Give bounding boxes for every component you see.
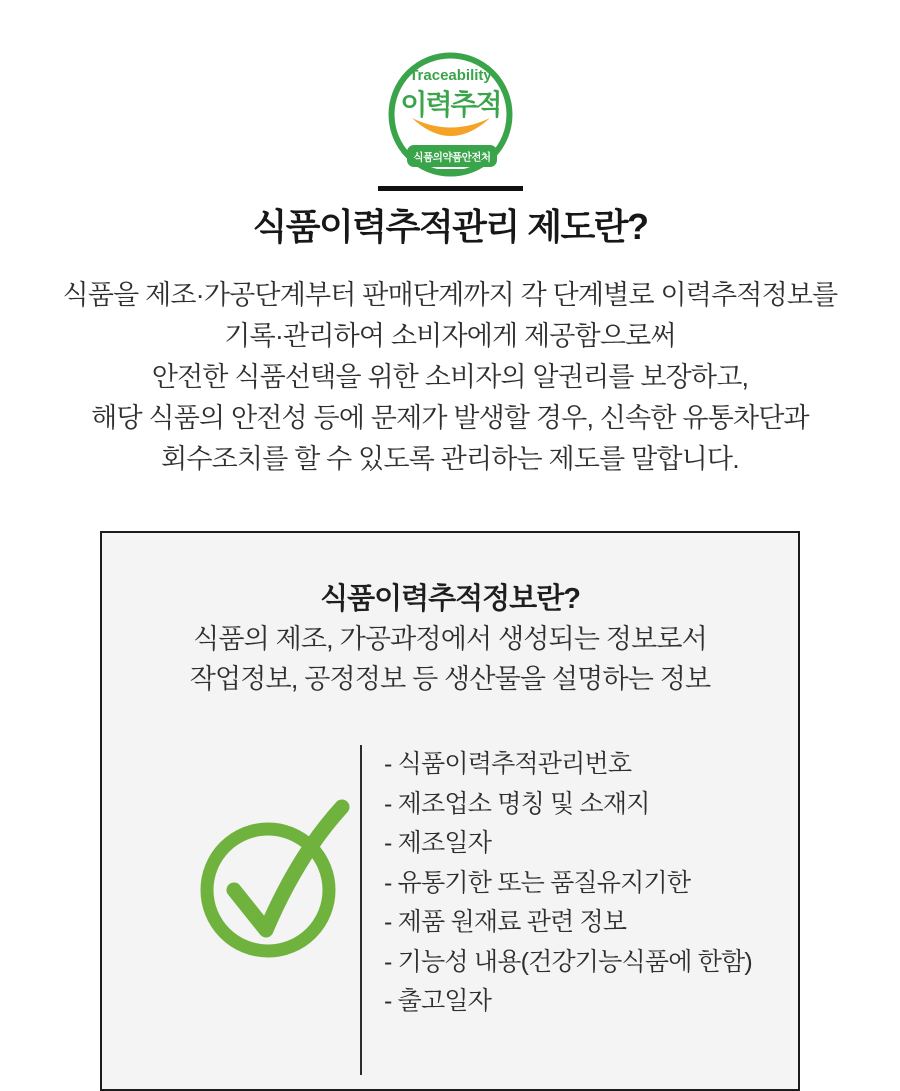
traceability-logo-icon xyxy=(388,52,513,177)
info-box-subtitle-line: 작업정보, 공정정보 등 생산물을 설명하는 정보 xyxy=(189,664,711,694)
title-divider xyxy=(378,186,523,191)
description-line: 회수조치를 할 수 있도록 관리하는 제도를 말합니다. xyxy=(161,444,739,474)
list-item: - 제품 원재료 관련 정보 xyxy=(384,908,627,936)
info-box-content xyxy=(102,745,798,1075)
description-line: 식품을 제조·가공단계부터 판매단계까지 각 단계별로 이력추적정보를 xyxy=(62,280,838,310)
logo-main-text: 이력추적 xyxy=(399,89,501,120)
page-title: 식품이력추적관리 제도란? xyxy=(252,206,648,247)
list-item: - 식품이력추적관리번호 xyxy=(384,750,632,778)
list-item: - 유통기한 또는 품질유지기한 xyxy=(384,868,691,897)
logo-bottom-segment xyxy=(388,169,513,179)
list-item: - 출고일자 xyxy=(384,987,492,1015)
info-box-title: 식품이력추적정보란? xyxy=(320,583,580,615)
description-line: 기록·관리하여 소비자에게 제공함으로써 xyxy=(224,321,676,351)
checkmark-icon xyxy=(192,795,352,965)
info-box-subtitle xyxy=(102,619,798,699)
check-column xyxy=(102,745,360,1075)
traceability-logo xyxy=(0,0,900,177)
description-line: 해당 식품의 안전성 등에 문제가 발생할 경우, 신속한 유통차단과 xyxy=(91,403,809,433)
list-item: - 제조업소 명칭 및 소재지 xyxy=(384,789,650,818)
logo-band-text: 식품의약품안전처 xyxy=(412,151,491,164)
logo-traceability-text: Traceability xyxy=(408,67,492,84)
info-box-subtitle-line: 식품의 제조, 가공과정에서 생성되는 정보로서 xyxy=(193,624,707,654)
description-line: 안전한 식품선택을 위한 소비자의 알권리를 보장하고, xyxy=(151,362,749,392)
info-box xyxy=(100,531,800,1091)
list-item: - 기능성 내용(건강기능식품에 한함) xyxy=(384,947,752,976)
traceability-info-list xyxy=(362,745,752,1075)
list-item: - 제조일자 xyxy=(384,829,492,857)
description xyxy=(0,275,900,480)
